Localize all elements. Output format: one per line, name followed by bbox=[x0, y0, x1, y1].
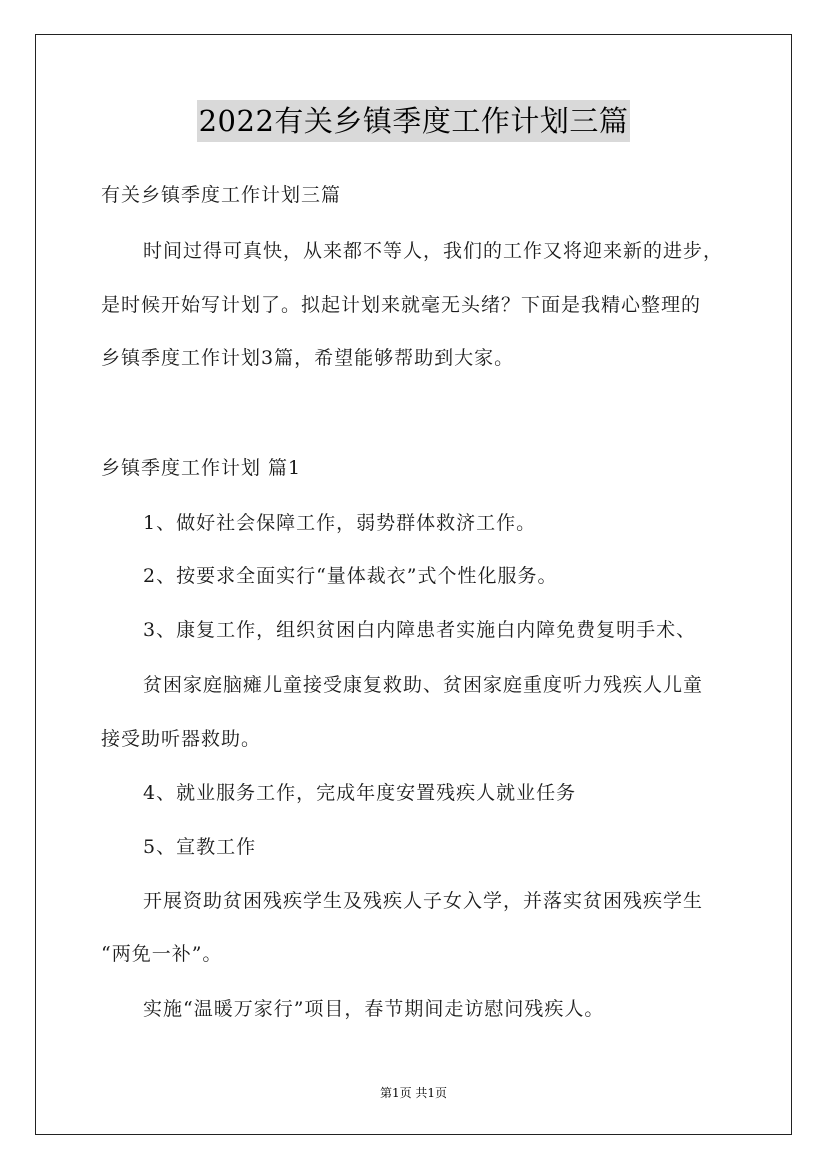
item-line: 开展资助贫困残疾学生及残疾人子女入学，并落实贫困残疾学生 bbox=[143, 890, 704, 912]
section-heading: 乡镇季度工作计划 篇1 bbox=[101, 457, 302, 479]
item-line: 接受助听器救助。 bbox=[101, 728, 262, 750]
intro-line-1: 时间过得可真快，从来都不等人，我们的工作又将迎来新的进步， bbox=[143, 240, 724, 262]
item-line: 1、做好社会保障工作，弱势群体救济工作。 bbox=[143, 512, 537, 534]
subtitle: 有关乡镇季度工作计划三篇 bbox=[101, 184, 342, 206]
title-wrapper bbox=[0, 100, 827, 142]
item-line: 2、按要求全面实行“量体裁衣”式个性化服务。 bbox=[143, 565, 558, 587]
intro-line-2: 是时候开始写计划了。拟起计划来就毫无头绪？下面是我精心整理的 bbox=[101, 294, 702, 316]
item-line: “两免一补”。 bbox=[101, 943, 223, 965]
item-line: 5、宣教工作 bbox=[143, 836, 257, 858]
document-title: 2022有关乡镇季度工作计划三篇 bbox=[197, 100, 631, 142]
item-line: 贫困家庭脑瘫儿童接受康复救助、贫困家庭重度听力残疾人儿童 bbox=[143, 674, 704, 696]
page-footer: 第1页 共1页 bbox=[379, 1086, 448, 1100]
item-line: 4、就业服务工作，完成年度安置残疾人就业任务 bbox=[143, 782, 577, 804]
item-line: 3、康复工作，组织贫困白内障患者实施白内障免费复明手术、 bbox=[143, 619, 697, 641]
item-line: 实施“温暖万家行”项目，春节期间走访慰问残疾人。 bbox=[143, 998, 605, 1020]
intro-line-3: 乡镇季度工作计划3篇，希望能够帮助到大家。 bbox=[101, 347, 515, 369]
